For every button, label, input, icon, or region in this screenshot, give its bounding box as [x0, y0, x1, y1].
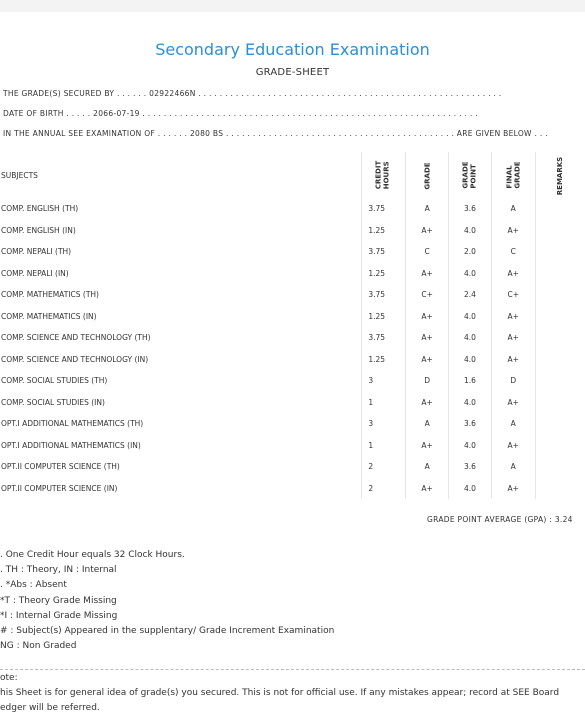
- header-final-grade-label: FINAL GRADE: [505, 161, 522, 189]
- final-grade-cell: A+: [491, 392, 535, 414]
- final-grade-cell: A: [491, 456, 535, 478]
- remarks-cell: [535, 413, 585, 435]
- final-grade-cell: C+: [491, 284, 535, 306]
- grades-table: [0, 152, 585, 499]
- subject-cell: OPT.II COMPUTER SCIENCE (IN): [1, 483, 118, 493]
- footer-line-2: edger will be referred.: [0, 703, 100, 714]
- final-grade-cell: A: [491, 198, 535, 220]
- subject-cell: COMP. NEPALI (IN): [1, 268, 69, 278]
- subject-cell: COMP. NEPALI (TH): [1, 247, 72, 257]
- grade-cell: D: [406, 370, 449, 392]
- credit-hours-cell: 3.75: [362, 198, 406, 220]
- footer-label: ote:: [0, 673, 18, 683]
- table-row: [0, 263, 585, 285]
- table-row: [0, 241, 585, 263]
- footer-note: [0, 671, 559, 717]
- date-of-birth-line: DATE OF BIRTH . . . . . 2066-07-19 . . . . . . . . . . . . . . . . . . . . . . . . . . . . . . . . . . . . . . . . . . . . . . . . . . . . . . . . . . . . . . .: [3, 109, 478, 118]
- final-grade-cell: A+: [491, 327, 535, 349]
- footer-divider: [0, 669, 585, 670]
- credit-hours-cell: 3.75: [362, 241, 406, 263]
- grade-point-cell: 1.6: [449, 370, 492, 392]
- final-grade-cell: A+: [491, 263, 535, 285]
- header-credit-hours-label: CREDIT HOURS: [374, 160, 391, 190]
- table-header-row: [0, 152, 585, 198]
- final-grade-cell: A+: [491, 349, 535, 371]
- table-row: [0, 478, 585, 500]
- remarks-cell: [535, 392, 585, 414]
- note-item: *I : Internal Grade Missing: [0, 610, 118, 621]
- table-row: [0, 284, 585, 306]
- table-row: [0, 306, 585, 328]
- remarks-cell: [535, 456, 585, 478]
- note-item: *T : Theory Grade Missing: [0, 595, 117, 606]
- grade-point-cell: 3.6: [449, 413, 492, 435]
- grade-cell: A+: [406, 220, 449, 242]
- header-remarks-label: REMARKS: [556, 156, 565, 195]
- grade-sheet: [0, 12, 585, 725]
- header-grade-point-label: GRADE POINT: [461, 161, 478, 189]
- header-grade-point: [449, 152, 492, 198]
- grade-point-cell: 4.0: [449, 478, 492, 500]
- final-grade-cell: A+: [491, 478, 535, 500]
- remarks-cell: [535, 349, 585, 371]
- grade-point-cell: 4.0: [449, 263, 492, 285]
- remarks-cell: [535, 198, 585, 220]
- header-subjects: [0, 152, 362, 198]
- table-row: [0, 220, 585, 242]
- subject-cell: OPT.I ADDITIONAL MATHEMATICS (IN): [1, 440, 141, 450]
- credit-hours-cell: 3: [362, 413, 406, 435]
- header-grade-label: GRADE: [423, 161, 432, 190]
- note-item: . TH : Theory, IN : Internal: [0, 565, 117, 576]
- grade-cell: A: [406, 413, 449, 435]
- grade-cell: A+: [406, 327, 449, 349]
- grade-point-cell: 4.0: [449, 392, 492, 414]
- table-row: [0, 435, 585, 457]
- grade-point-cell: 2.0: [449, 241, 492, 263]
- exam-line: IN THE ANNUAL SEE EXAMINATION OF . . . . . . 2080 BS . . . . . . . . . . . . . . . . . . . . . . . . . . . . . . . . . . . . . . . . . . . ARE GIVEN BELOW . . .: [3, 129, 548, 138]
- header-grade: [406, 152, 449, 198]
- grade-point-cell: 4.0: [449, 306, 492, 328]
- notes-list: [0, 548, 334, 654]
- grade-cell: A+: [406, 478, 449, 500]
- final-grade-cell: A+: [491, 220, 535, 242]
- note-item: . One Credit Hour equals 32 Clock Hours.: [0, 550, 185, 560]
- grade-cell: A+: [406, 435, 449, 457]
- grade-cell: C: [406, 241, 449, 263]
- subject-cell: COMP. MATHEMATICS (TH): [1, 290, 99, 300]
- table-row: [0, 198, 585, 220]
- subject-cell: COMP. SOCIAL STUDIES (TH): [1, 376, 108, 386]
- remarks-cell: [535, 284, 585, 306]
- gpa-summary: GRADE POINT AVERAGE (GPA) : 3.24: [427, 515, 573, 524]
- grade-cell: A+: [406, 349, 449, 371]
- credit-hours-cell: 1.25: [362, 349, 406, 371]
- note-item: # : Subject(s) Appeared in the supplentary/ Grade Increment Examination: [0, 626, 335, 637]
- footer-line-1: his Sheet is for general idea of grade(s) you secured. This is not for official use. If any mistakes appear; record at SEE Board: [0, 688, 560, 699]
- credit-hours-cell: 2: [362, 456, 406, 478]
- grade-point-cell: 4.0: [449, 435, 492, 457]
- grade-point-cell: 3.6: [449, 198, 492, 220]
- header-final-grade: [491, 152, 535, 198]
- remarks-cell: [535, 263, 585, 285]
- grade-cell: A+: [406, 263, 449, 285]
- remarks-cell: [535, 241, 585, 263]
- table-row: [0, 392, 585, 414]
- credit-hours-cell: 1.25: [362, 263, 406, 285]
- remarks-cell: [535, 306, 585, 328]
- header-subjects-label: SUBJECTS: [1, 170, 38, 180]
- final-grade-cell: A+: [491, 306, 535, 328]
- subject-cell: COMP. SCIENCE AND TECHNOLOGY (IN): [1, 354, 149, 364]
- credit-hours-cell: 1: [362, 435, 406, 457]
- note-item: . *Abs : Absent: [0, 580, 67, 591]
- subject-cell: OPT.II COMPUTER SCIENCE (TH): [1, 462, 120, 472]
- grades-secured-line: THE GRADE(S) SECURED BY . . . . . . 02922466N . . . . . . . . . . . . . . . . . . . . . . . . . . . . . . . . . . . . . . . . . . . . . . . . . . . . . . . . .: [3, 89, 502, 98]
- top-bar: [0, 0, 585, 12]
- page-title: Secondary Education Examination: [155, 40, 430, 59]
- final-grade-cell: A: [491, 413, 535, 435]
- final-grade-cell: A+: [491, 435, 535, 457]
- grade-cell: A+: [406, 392, 449, 414]
- credit-hours-cell: 1.25: [362, 306, 406, 328]
- credit-hours-cell: 1.25: [362, 220, 406, 242]
- table-row: [0, 456, 585, 478]
- grade-cell: A+: [406, 306, 449, 328]
- remarks-cell: [535, 435, 585, 457]
- grade-point-cell: 3.6: [449, 456, 492, 478]
- subject-cell: COMP. ENGLISH (TH): [1, 204, 79, 214]
- header-remarks: [535, 152, 585, 198]
- table-row: [0, 327, 585, 349]
- page-subtitle: GRADE-SHEET: [255, 67, 330, 78]
- grade-point-cell: 4.0: [449, 327, 492, 349]
- remarks-cell: [535, 327, 585, 349]
- credit-hours-cell: 3: [362, 370, 406, 392]
- table-row: [0, 370, 585, 392]
- subject-cell: COMP. SCIENCE AND TECHNOLOGY (TH): [1, 333, 151, 343]
- subject-cell: COMP. MATHEMATICS (IN): [1, 311, 97, 321]
- table-row: [0, 349, 585, 371]
- header-credit-hours: [362, 152, 406, 198]
- subject-cell: OPT.I ADDITIONAL MATHEMATICS (TH): [1, 419, 144, 429]
- grade-cell: A: [406, 198, 449, 220]
- subject-cell: COMP. ENGLISH (IN): [1, 225, 76, 235]
- final-grade-cell: C: [491, 241, 535, 263]
- credit-hours-cell: 2: [362, 478, 406, 500]
- remarks-cell: [535, 478, 585, 500]
- note-item: NG : Non Graded: [0, 641, 77, 652]
- final-grade-cell: D: [491, 370, 535, 392]
- remarks-cell: [535, 220, 585, 242]
- grade-cell: A: [406, 456, 449, 478]
- credit-hours-cell: 3.75: [362, 327, 406, 349]
- grade-point-cell: 2.4: [449, 284, 492, 306]
- remarks-cell: [535, 370, 585, 392]
- grade-point-cell: 4.0: [449, 220, 492, 242]
- credit-hours-cell: 3.75: [362, 284, 406, 306]
- grade-point-cell: 4.0: [449, 349, 492, 371]
- subject-cell: COMP. SOCIAL STUDIES (IN): [1, 397, 105, 407]
- credit-hours-cell: 1: [362, 392, 406, 414]
- grade-cell: C+: [406, 284, 449, 306]
- table-row: [0, 413, 585, 435]
